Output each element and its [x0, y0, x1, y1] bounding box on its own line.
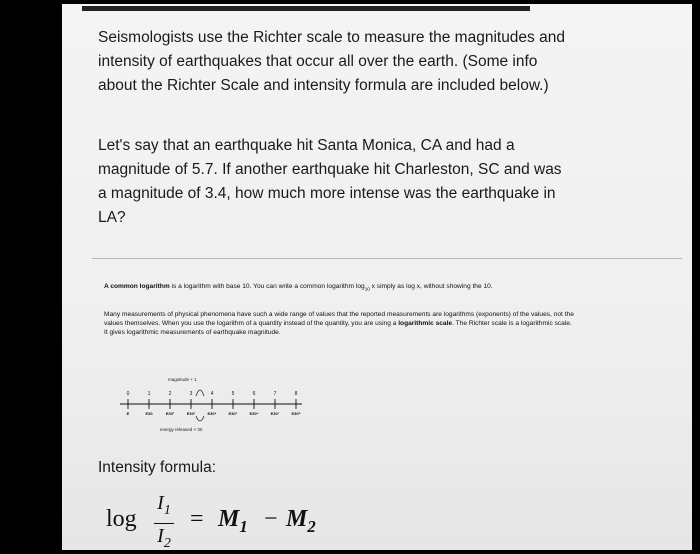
magnitude-labels	[127, 391, 298, 397]
para2-term: logarithmic scale	[398, 320, 453, 327]
magnitude-label: 7	[273, 391, 277, 397]
def-term: A common logarithm	[104, 283, 170, 290]
def-text-b: x simply as log x, without showing the 10.	[369, 283, 493, 290]
formula-m1: $M_1$	[218, 506, 248, 536]
problem-paragraph: Let's say that an earthquake hit Santa Monica, CA and had a magnitude of 5.7. If another earthquake hit Charleston, SC and was a magnitude of 3.4, how much more intense was the earthquake in LA?	[98, 137, 562, 226]
fraction-bar	[154, 523, 174, 524]
formula-numerator: $I_1$	[157, 492, 171, 518]
para2-text-a: Many measurements of physical phenomena have such a wide range of values that the reported measurements are logarithms (exponents) of the values, not the values themselves. When you use the logarithm of a quantity instead of the quantity, you are using a	[104, 311, 574, 327]
intensity-formula-label: Intensity formula:	[98, 459, 217, 476]
magnitude-label: 1	[147, 391, 151, 397]
scale-bottom-label: energy released × 30	[160, 427, 203, 432]
magnitude-label: 8	[294, 391, 298, 397]
intro-paragraph: Seismologists use the Richter scale to measure the magnitudes and intensity of earthquakes that occur all over the earth. (Some info about the Richter Scale and intensity formula are included below.)	[98, 29, 565, 94]
energy-label: E30⁴	[207, 411, 217, 416]
formula-minus: −	[264, 506, 278, 532]
magnitude-label: 0	[126, 391, 130, 397]
formula-equals: =	[190, 506, 204, 532]
energy-label: E30	[145, 411, 153, 416]
energy-label: E30³	[186, 411, 196, 416]
energy-label: E30⁵	[228, 411, 238, 416]
section-divider	[92, 258, 682, 259]
magnitude-label: 3	[189, 391, 193, 397]
magnitude-label: 5	[231, 391, 235, 397]
energy-label: E30⁷	[270, 411, 280, 416]
log-scale-paragraph	[104, 310, 574, 337]
energy-label: E30²	[165, 411, 175, 416]
formula-m2: $M_2$	[286, 506, 316, 536]
energy-label: E30⁶	[249, 411, 259, 416]
worksheet-page	[62, 4, 692, 550]
magnitude-label: 6	[252, 391, 256, 397]
formula-denominator: $I_2$	[157, 525, 171, 550]
formula-log: log	[106, 506, 137, 532]
magnitude-label: 4	[210, 391, 214, 397]
formula-fraction	[154, 492, 174, 550]
def-sub: 10	[364, 286, 370, 292]
magnitude-label: 2	[168, 391, 172, 397]
para2-text-b: . The Richter scale is a logarithmic scale. It gives logarithmic measurements of earthquake magnitude.	[104, 320, 572, 336]
richter-scale-diagram	[116, 374, 306, 434]
energy-labels	[127, 411, 301, 416]
energy-label: E	[126, 411, 130, 416]
def-text-a: is a logarithm with base 10. You can write a common logarithm log	[169, 283, 365, 290]
scale-top-label: magnitude + 1	[168, 377, 197, 382]
common-log-definition	[104, 282, 574, 293]
scale-bottom-arc	[196, 416, 204, 421]
scale-top-arc	[196, 390, 204, 396]
top-rule	[82, 6, 530, 11]
intensity-formula	[106, 492, 366, 548]
energy-label: E30⁸	[291, 411, 301, 416]
